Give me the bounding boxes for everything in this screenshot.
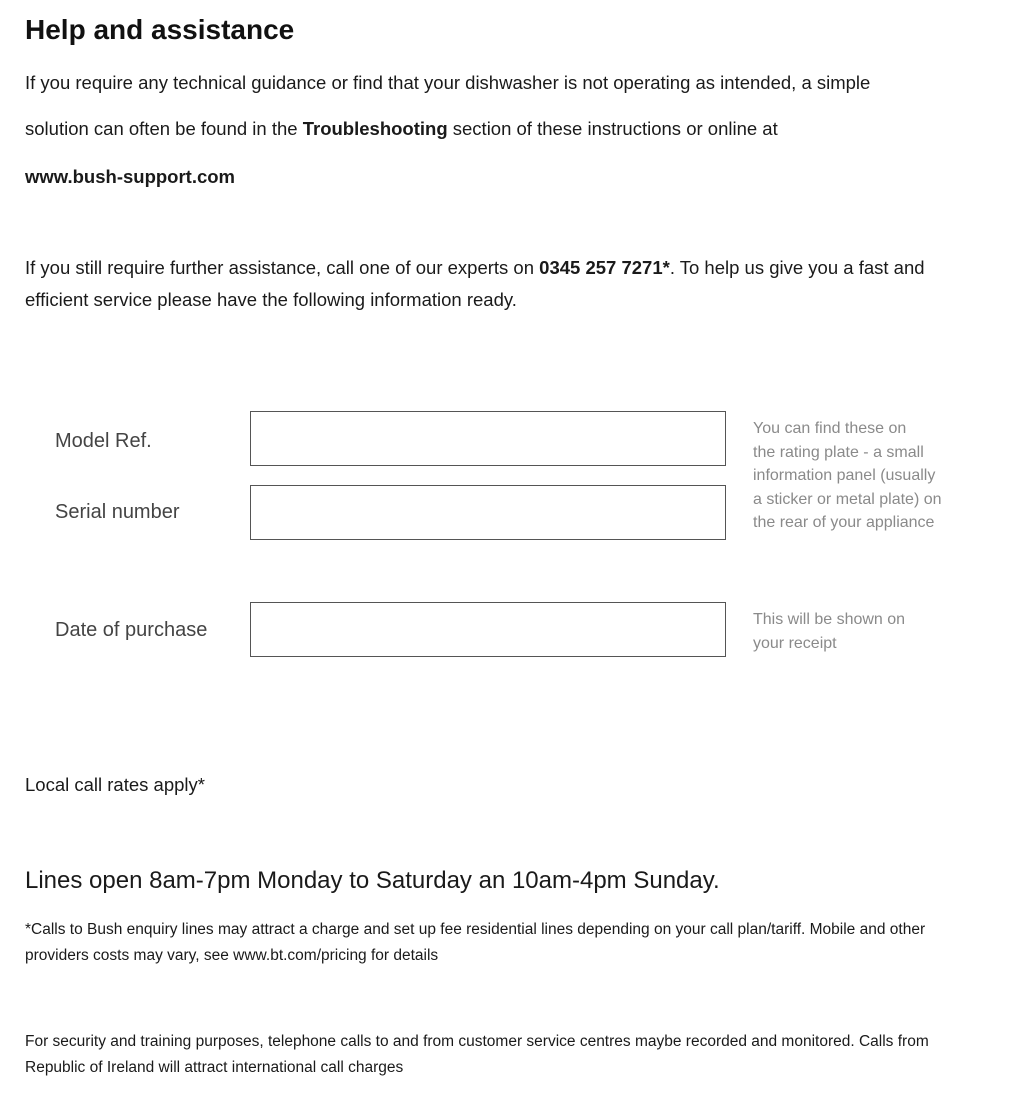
intro-line-1: If you require any technical guidance or find that your dishwasher is not operating as intended, a simple (25, 72, 871, 93)
footnote-line: providers costs may vary, see www.bt.com/pricing for details (25, 947, 439, 964)
security-note (25, 1029, 929, 1081)
assistance-text-end: . To help us give you a fast and (669, 257, 925, 278)
hint-line: You can find these on (753, 420, 907, 437)
intro-line-2 (25, 118, 778, 140)
hint-line: This will be shown on (753, 611, 906, 628)
footnote-line: *Calls to Bush enquiry lines may attract a charge and set up fee residential lines depending on your call plan/tariff. Mobile and other (25, 921, 926, 938)
assistance-line-2: efficient service please have the following information ready. (25, 289, 517, 310)
opening-hours: Lines open 8am-7pm Monday to Saturday an 10am-4pm Sunday. (25, 867, 720, 894)
assistance-line-1 (25, 257, 925, 279)
hint-line: the rear of your appliance (753, 514, 935, 531)
date-of-purchase-label: Date of purchase (55, 619, 208, 641)
hint-line: a sticker or metal plate) on (753, 490, 942, 508)
model-ref-field[interactable] (250, 411, 726, 466)
date-of-purchase-field[interactable] (250, 602, 726, 657)
troubleshooting-reference: Troubleshooting (302, 118, 448, 139)
serial-number-field[interactable] (250, 485, 726, 540)
local-call-rates-note: Local call rates apply* (25, 774, 205, 795)
hint-line: your receipt (753, 634, 837, 652)
hint-line: the rating plate - a small (753, 443, 924, 461)
intro-text: solution can often be found in the (25, 118, 303, 139)
hint-line: information panel (usually (753, 467, 936, 484)
serial-number-label: Serial number (55, 501, 180, 523)
intro-text-end: section of these instructions or online at (447, 118, 778, 139)
receipt-hint (753, 608, 905, 655)
assistance-text: If you still require further assistance, call one of our experts on (25, 257, 540, 278)
model-ref-label: Model Ref. (55, 430, 152, 452)
rating-plate-hint (753, 417, 942, 535)
call-charges-footnote (25, 917, 925, 969)
security-note-line: Republic of Ireland will attract international call charges (25, 1059, 404, 1076)
support-website: www.bush-support.com (25, 166, 236, 187)
security-note-line: For security and training purposes, telephone calls to and from customer service centres maybe recorded and monitored. Calls from (25, 1033, 929, 1050)
page-title: Help and assistance (25, 14, 295, 45)
support-phone-number: 0345 257 7271* (539, 257, 670, 278)
